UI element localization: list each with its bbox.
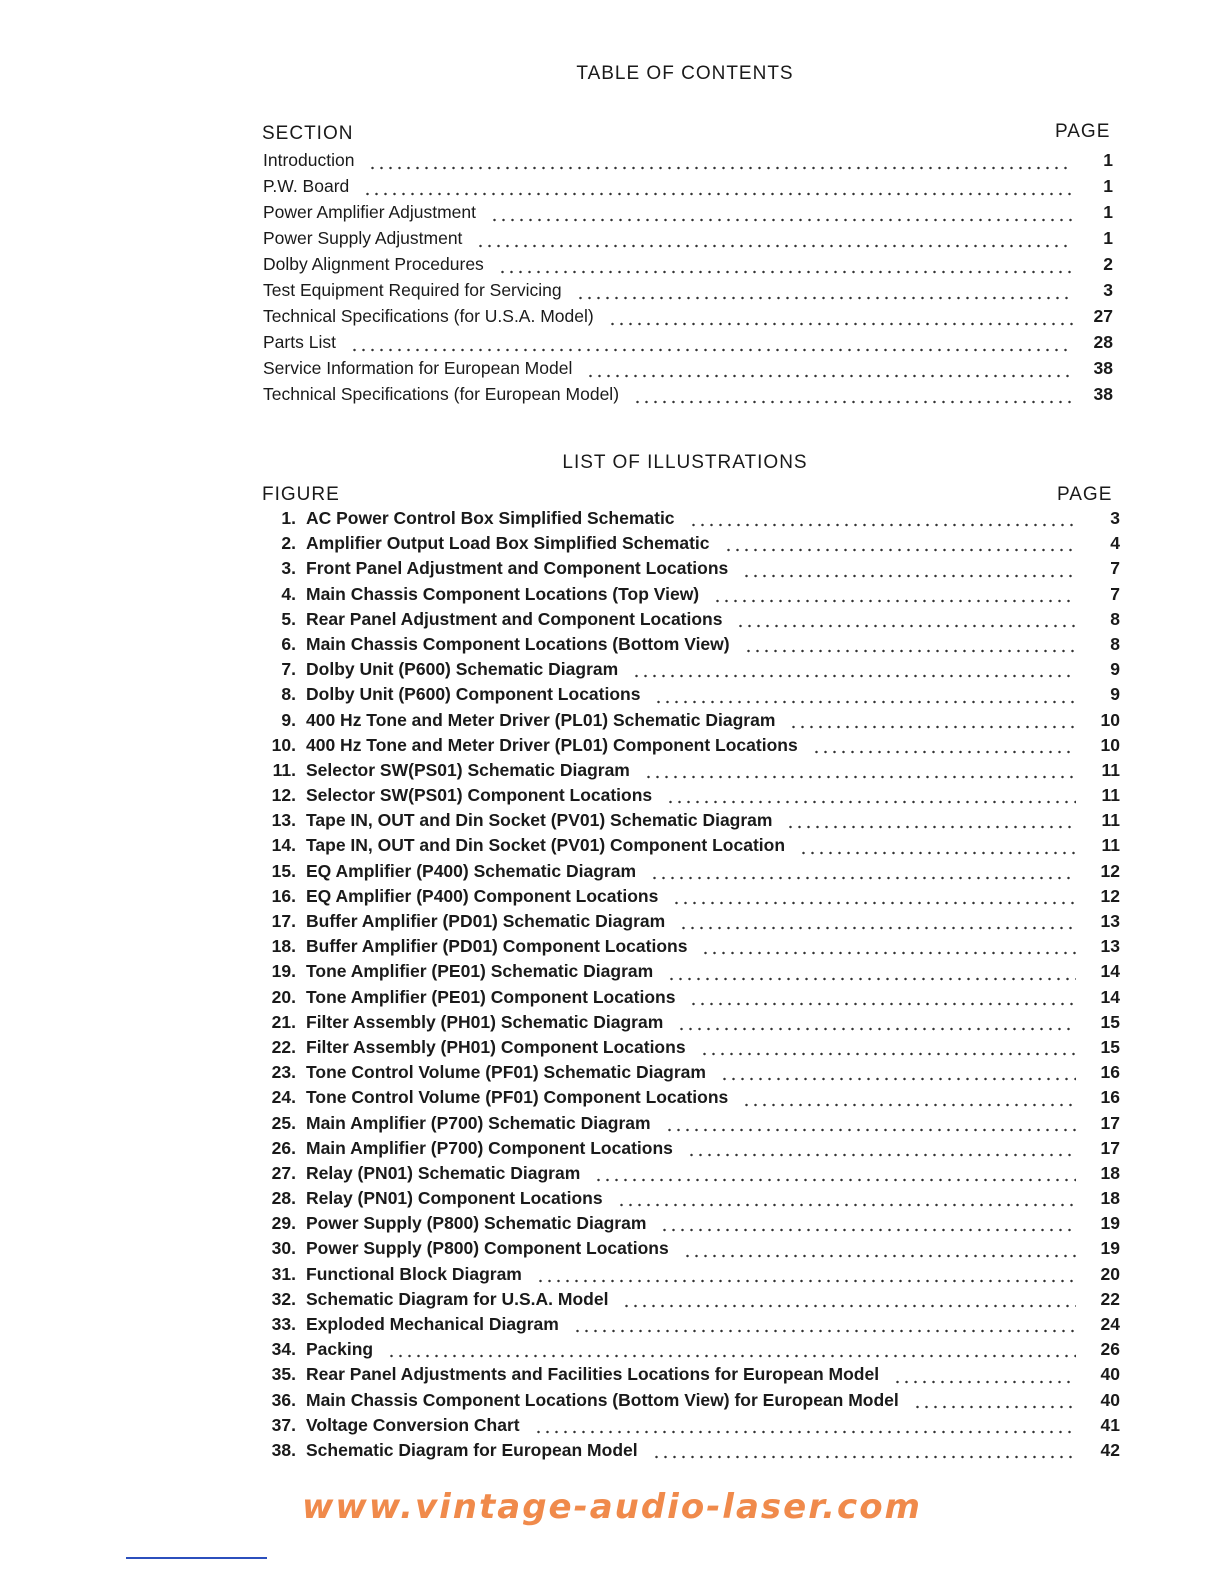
figure-number: 17. <box>271 911 296 931</box>
figure-entry <box>262 1213 1120 1238</box>
figure-entry <box>262 710 1120 735</box>
figure-number: 32. <box>271 1288 296 1309</box>
figure-page: 15 <box>1100 1011 1120 1032</box>
figure-entry <box>262 810 1120 835</box>
figure-page: 40 <box>1100 1364 1120 1385</box>
figure-number: 37. <box>271 1414 296 1435</box>
dot-leader <box>534 1430 1076 1434</box>
figure-entry <box>262 1289 1120 1314</box>
figure-page: 8 <box>1110 608 1120 629</box>
figure-number: 22. <box>271 1036 296 1057</box>
figure-entry <box>262 936 1120 961</box>
figure-title: Tape IN, OUT and Din Socket (PV01) Schematic Diagram <box>306 810 773 831</box>
dot-leader <box>789 725 1076 729</box>
figure-entry <box>262 684 1120 709</box>
dot-leader <box>622 1304 1076 1308</box>
toc-entry-page: 2 <box>1103 254 1113 274</box>
figure-column-label: FIGURE <box>262 484 340 505</box>
toc-page-column-label: PAGE <box>1055 121 1111 142</box>
figure-entry <box>262 1238 1120 1263</box>
watermark-url[interactable]: www.vintage-audio-laser.com <box>302 1487 922 1527</box>
figure-entry <box>262 886 1120 911</box>
figure-entry <box>262 533 1120 558</box>
dot-leader <box>660 1228 1076 1232</box>
toc-entry-title: P.W. Board <box>263 176 350 196</box>
figure-number: 6. <box>281 633 296 654</box>
figure-entry <box>262 609 1120 634</box>
dot-leader <box>650 876 1076 880</box>
figure-entry <box>262 1264 1120 1289</box>
figure-page: 9 <box>1110 684 1120 705</box>
dot-leader <box>799 851 1076 855</box>
dot-leader <box>387 1354 1076 1358</box>
figure-entry <box>262 1364 1120 1389</box>
figure-page: 11 <box>1101 835 1120 856</box>
figure-number: 38. <box>271 1439 296 1460</box>
figure-page: 18 <box>1100 1188 1120 1209</box>
figure-title: Schematic Diagram for U.S.A. Model <box>306 1288 609 1309</box>
toc-entry-page: 38 <box>1093 384 1113 404</box>
figure-number: 27. <box>271 1162 296 1183</box>
toc-entry-title: Technical Specifications (for U.S.A. Model) <box>263 306 594 326</box>
toc-entry <box>263 202 1113 228</box>
dot-leader <box>498 270 1073 274</box>
figure-page: 17 <box>1100 1112 1120 1133</box>
figure-page: 17 <box>1100 1137 1120 1158</box>
toc-entry-title: Parts List <box>263 332 336 352</box>
figure-title: Power Supply (P800) Schematic Diagram <box>306 1213 647 1234</box>
toc-entry-title: Service Information for European Model <box>263 358 573 378</box>
dot-leader <box>536 1279 1076 1283</box>
figure-title: 400 Hz Tone and Meter Driver (PL01) Component Locations <box>306 734 798 755</box>
dot-leader <box>363 192 1073 196</box>
dot-leader <box>679 926 1076 930</box>
figure-entry <box>262 1415 1120 1440</box>
figure-number: 7. <box>281 659 296 680</box>
toc-entry-title: Power Amplifier Adjustment <box>263 202 477 222</box>
figure-number: 4. <box>281 583 296 604</box>
figure-title: Tape IN, OUT and Din Socket (PV01) Component Location <box>306 835 786 856</box>
figure-title: Relay (PN01) Schematic Diagram <box>306 1162 581 1183</box>
figure-page: 24 <box>1100 1314 1120 1334</box>
dot-leader <box>632 674 1076 678</box>
toc-entry-title: Dolby Alignment Procedures <box>263 254 484 274</box>
figure-page: 11 <box>1101 810 1120 831</box>
figure-page: 11 <box>1101 785 1120 806</box>
figure-number: 12. <box>271 785 296 806</box>
figure-page: 10 <box>1100 734 1120 755</box>
figure-page: 13 <box>1100 936 1120 957</box>
toc-entry-title: Test Equipment Required for Servicing <box>263 280 562 300</box>
toc-entry-page: 27 <box>1093 306 1113 326</box>
toc-entry <box>263 176 1113 202</box>
figure-entry <box>262 1062 1120 1087</box>
dot-leader <box>350 348 1073 352</box>
figure-page: 3 <box>1110 508 1120 528</box>
figure-page: 18 <box>1100 1162 1120 1183</box>
toc-entry <box>263 384 1113 410</box>
figure-number: 11. <box>272 759 296 780</box>
toc-entry <box>263 280 1113 306</box>
figure-entry <box>262 1339 1120 1364</box>
dot-leader <box>677 1027 1076 1031</box>
toc-entry-title: Introduction <box>263 150 355 170</box>
dot-leader <box>476 244 1073 248</box>
figure-page: 14 <box>1100 986 1120 1007</box>
figure-number: 3. <box>281 558 296 579</box>
dot-leader <box>812 750 1076 754</box>
figure-entry <box>262 1012 1120 1037</box>
figure-title: Main Chassis Component Locations (Top View) <box>306 583 700 604</box>
figure-number: 16. <box>271 885 296 906</box>
figure-number: 13. <box>271 810 296 831</box>
figure-title: AC Power Control Box Simplified Schematic <box>306 508 675 528</box>
dot-leader <box>368 166 1073 170</box>
figure-title: Selector SW(PS01) Component Locations <box>306 785 653 806</box>
dot-leader <box>672 901 1076 905</box>
figure-title: Dolby Unit (P600) Schematic Diagram <box>306 659 619 680</box>
figure-title: Filter Assembly (PH01) Schematic Diagram <box>306 1011 664 1032</box>
dot-leader <box>666 800 1076 804</box>
figure-number: 5. <box>281 608 296 629</box>
dot-leader <box>633 400 1073 404</box>
figure-entry <box>262 1138 1120 1163</box>
figure-page: 11 <box>1101 759 1120 780</box>
figure-title: Packing <box>306 1339 374 1360</box>
figure-title: Tone Amplifier (PE01) Schematic Diagram <box>306 961 654 982</box>
figure-number: 10. <box>271 734 296 755</box>
figure-page: 7 <box>1110 558 1120 579</box>
figure-number: 31. <box>271 1263 296 1284</box>
figure-number: 30. <box>271 1238 296 1259</box>
figure-page: 13 <box>1100 911 1120 931</box>
dot-leader <box>893 1380 1076 1384</box>
dot-leader <box>742 574 1076 578</box>
dot-leader <box>689 1002 1076 1006</box>
toc-entry <box>263 306 1113 332</box>
figure-number: 36. <box>271 1389 296 1410</box>
dot-leader <box>594 1178 1076 1182</box>
figure-page: 42 <box>1100 1439 1120 1460</box>
dot-leader <box>724 548 1076 552</box>
dot-leader <box>586 374 1073 378</box>
figure-entry <box>262 835 1120 860</box>
figure-number: 18. <box>271 936 296 957</box>
figure-number: 23. <box>271 1062 296 1083</box>
figure-title: Main Amplifier (P700) Component Locations <box>306 1137 673 1158</box>
figure-entry <box>262 558 1120 583</box>
figure-number: 25. <box>271 1112 296 1133</box>
toc-entry-title: Power Supply Adjustment <box>263 228 463 248</box>
figure-entry <box>262 1188 1120 1213</box>
figure-entry <box>262 785 1120 810</box>
figure-page: 19 <box>1100 1213 1120 1234</box>
figure-page: 26 <box>1100 1339 1120 1360</box>
figure-title: Buffer Amplifier (PD01) Component Locations <box>306 936 688 957</box>
toc-entry <box>263 332 1113 358</box>
figure-number: 34. <box>271 1339 296 1360</box>
figure-number: 15. <box>271 860 296 881</box>
figure-page: 16 <box>1100 1062 1120 1083</box>
figure-number: 26. <box>271 1137 296 1158</box>
figure-page: 8 <box>1110 633 1120 654</box>
figure-number: 33. <box>271 1314 296 1334</box>
toc-entry-page: 28 <box>1093 332 1113 352</box>
figure-number: 24. <box>271 1087 296 1108</box>
figure-page: 9 <box>1110 659 1120 680</box>
figure-entry <box>262 508 1120 533</box>
figure-title: Tone Amplifier (PE01) Component Locations <box>306 986 676 1007</box>
toc-entry-page: 1 <box>1103 202 1113 222</box>
figure-page: 22 <box>1100 1288 1120 1309</box>
dot-leader <box>687 1153 1076 1157</box>
figure-title: Schematic Diagram for European Model <box>306 1439 638 1460</box>
dot-leader <box>720 1077 1076 1081</box>
dot-leader <box>742 1103 1076 1107</box>
dot-leader <box>713 599 1076 603</box>
dot-leader <box>683 1254 1076 1258</box>
dot-leader <box>644 775 1076 779</box>
toc-entry-page: 3 <box>1103 280 1113 300</box>
dot-leader <box>654 700 1076 704</box>
dot-leader <box>913 1405 1076 1409</box>
figure-entry <box>262 1440 1120 1465</box>
figure-number: 35. <box>271 1364 296 1385</box>
figure-title: Relay (PN01) Component Locations <box>306 1188 603 1209</box>
figure-entry <box>262 1037 1120 1062</box>
figure-entry <box>262 861 1120 886</box>
figure-number: 14. <box>271 835 296 856</box>
figure-entry <box>262 584 1120 609</box>
figure-number: 2. <box>281 533 296 554</box>
figure-title: Buffer Amplifier (PD01) Schematic Diagram <box>306 911 666 931</box>
figure-entry <box>262 1314 1120 1339</box>
figure-number: 28. <box>271 1188 296 1209</box>
figure-entry <box>262 911 1120 936</box>
figure-title: Amplifier Output Load Box Simplified Schematic <box>306 533 710 554</box>
figure-title: Rear Panel Adjustments and Facilities Locations for European Model <box>306 1364 880 1385</box>
figure-title: Rear Panel Adjustment and Component Locations <box>306 608 723 629</box>
figure-entry <box>262 659 1120 684</box>
figure-entry <box>262 1087 1120 1112</box>
dot-leader <box>744 649 1076 653</box>
figure-page: 10 <box>1100 709 1120 730</box>
figure-page: 41 <box>1100 1414 1120 1435</box>
figure-title: Tone Control Volume (PF01) Schematic Diagram <box>306 1062 706 1083</box>
illustrations-heading: LIST OF ILLUSTRATIONS <box>562 452 808 473</box>
figure-page: 12 <box>1100 860 1120 881</box>
dot-leader <box>667 977 1076 981</box>
figure-title: Exploded Mechanical Diagram <box>306 1314 559 1334</box>
figure-title: Filter Assembly (PH01) Component Locations <box>306 1036 686 1057</box>
dot-leader <box>652 1455 1076 1459</box>
dot-leader <box>490 218 1073 222</box>
figure-entry <box>262 987 1120 1012</box>
toc-entry-page: 38 <box>1093 358 1113 378</box>
figure-page: 20 <box>1100 1263 1120 1284</box>
toc-entry <box>263 228 1113 254</box>
figure-number: 21. <box>271 1011 296 1032</box>
figure-title: Main Chassis Component Locations (Bottom View) <box>306 633 730 654</box>
figure-entry <box>262 634 1120 659</box>
figure-title: Selector SW(PS01) Schematic Diagram <box>306 759 630 780</box>
dot-leader <box>573 1329 1076 1333</box>
figure-title: Voltage Conversion Chart <box>306 1414 520 1435</box>
dot-leader <box>608 322 1073 326</box>
dot-leader <box>701 951 1076 955</box>
figure-number: 20. <box>271 986 296 1007</box>
figure-number: 9. <box>281 709 296 730</box>
figure-entry <box>262 1390 1120 1415</box>
toc-heading: TABLE OF CONTENTS <box>576 63 794 84</box>
figure-entry <box>262 961 1120 986</box>
figure-page: 12 <box>1100 885 1120 906</box>
figure-title: EQ Amplifier (P400) Schematic Diagram <box>306 860 637 881</box>
dot-leader <box>689 523 1076 527</box>
toc-entry-page: 1 <box>1103 150 1113 170</box>
dot-leader <box>700 1052 1076 1056</box>
figure-title: 400 Hz Tone and Meter Driver (PL01) Schematic Diagram <box>306 709 776 730</box>
figure-page: 14 <box>1100 961 1120 982</box>
figure-page: 7 <box>1110 583 1120 604</box>
toc-entry <box>263 358 1113 384</box>
figure-title: Functional Block Diagram <box>306 1263 522 1284</box>
toc-entry-page: 1 <box>1103 176 1113 196</box>
figure-page: 40 <box>1100 1389 1120 1410</box>
figure-entry <box>262 760 1120 785</box>
figure-title: EQ Amplifier (P400) Component Locations <box>306 885 659 906</box>
figure-entry <box>262 1163 1120 1188</box>
figure-number: 1. <box>281 508 296 528</box>
figure-entry <box>262 1113 1120 1138</box>
figure-page: 4 <box>1110 533 1120 554</box>
figure-entry <box>262 735 1120 760</box>
divider-line <box>126 1557 267 1559</box>
toc-entry <box>263 150 1113 176</box>
figure-page: 16 <box>1100 1087 1120 1108</box>
figure-number: 19. <box>271 961 296 982</box>
section-column-label: SECTION <box>262 123 354 144</box>
figure-page: 15 <box>1100 1036 1120 1057</box>
toc-entry-page: 1 <box>1103 228 1113 248</box>
figure-title: Dolby Unit (P600) Component Locations <box>306 684 641 705</box>
figure-page-column-label: PAGE <box>1057 484 1113 505</box>
dot-leader <box>576 296 1073 300</box>
figure-number: 29. <box>271 1213 296 1234</box>
dot-leader <box>786 825 1076 829</box>
illustrations-list <box>262 508 1120 1465</box>
dot-leader <box>665 1128 1076 1132</box>
figure-number: 8. <box>281 684 296 705</box>
figure-title: Power Supply (P800) Component Locations <box>306 1238 669 1259</box>
toc-entry-title: Technical Specifications (for European Model) <box>263 384 620 404</box>
figure-title: Front Panel Adjustment and Component Locations <box>306 558 729 579</box>
figure-title: Main Chassis Component Locations (Bottom View) for European Model <box>306 1389 899 1410</box>
figure-page: 19 <box>1100 1238 1120 1259</box>
dot-leader <box>736 624 1076 628</box>
dot-leader <box>617 1203 1076 1207</box>
toc-list <box>263 150 1113 410</box>
toc-entry <box>263 254 1113 280</box>
figure-title: Main Amplifier (P700) Schematic Diagram <box>306 1112 651 1133</box>
figure-title: Tone Control Volume (PF01) Component Locations <box>306 1087 729 1108</box>
